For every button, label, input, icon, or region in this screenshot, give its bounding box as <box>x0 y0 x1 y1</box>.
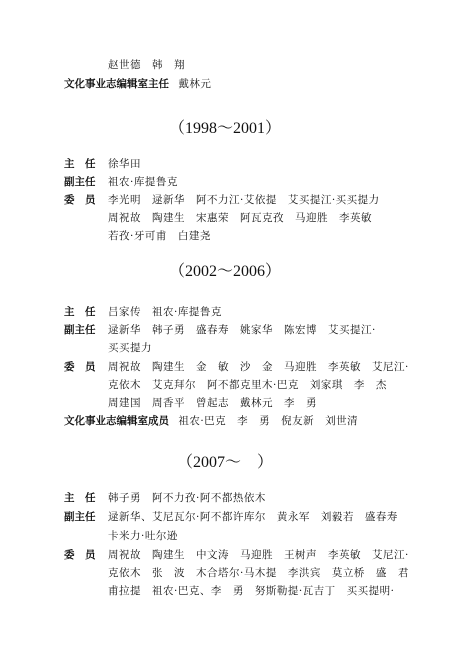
p2-row-2 <box>64 341 152 355</box>
office-head-label: 文化事业志编辑室主任 <box>64 78 169 90</box>
top-names-line: 赵世德 韩 翔 <box>108 59 185 71</box>
p1-row-2 <box>64 193 380 207</box>
role-names: 韩子勇 阿不力孜·阿不都热依木 <box>108 492 266 504</box>
members-names: 祖农·巴克 李 勇 倪友新 刘世清 <box>178 415 359 427</box>
role-names: 若孜·牙可甫 白建尧 <box>108 230 211 242</box>
role-names: 周建国 周香平 曾起志 戴林元 李 勇 <box>108 397 317 409</box>
role-label: 副主任 <box>64 511 96 523</box>
role-names: 买买提力 <box>108 342 152 354</box>
p1-row-1 <box>64 175 178 189</box>
p2-members-line <box>64 414 358 428</box>
p2-row-1 <box>64 323 376 337</box>
role-label: 主 任 <box>64 306 96 318</box>
role-names: 祖农·库提鲁克 <box>108 176 178 188</box>
period-title-1: （1998～2001） <box>168 120 281 137</box>
p1-row-0 <box>64 157 141 171</box>
role-names: 克依木 张 波 木合塔尔·马木提 李洪宾 莫立桥 盛 君 <box>108 567 409 579</box>
office-head-name: 戴林元 <box>178 78 212 90</box>
period-title-3: （2007～ ） <box>176 454 273 471</box>
role-label: 主 任 <box>64 492 96 504</box>
role-label: 主 任 <box>64 158 96 170</box>
role-names: 逯新华、艾尼瓦尔·阿不都许库尔 黄永军 刘毅若 盛春寿 <box>108 511 398 523</box>
p2-row-4 <box>64 378 387 392</box>
p3-row-1 <box>64 510 398 524</box>
p1-row-3 <box>64 211 372 225</box>
members-label: 文化事业志编辑室成员 <box>64 415 169 427</box>
role-label: 委 员 <box>64 549 96 561</box>
p2-row-0 <box>64 305 222 319</box>
p1-row-4 <box>64 229 211 243</box>
p3-row-4 <box>64 566 409 580</box>
p2-row-3 <box>64 360 409 374</box>
role-names: 克依木 艾克拜尔 阿不都克里木·巴克 刘家琪 李 杰 <box>108 379 387 391</box>
role-names: 卡米力·吐尔逊 <box>108 530 178 542</box>
role-label: 副主任 <box>64 176 96 188</box>
role-names: 甫拉提 祖农·巴克、李 勇 努斯勒提·瓦吉丁 买买提明· <box>108 585 395 597</box>
role-names: 徐华田 <box>108 158 141 170</box>
role-names: 李光明 逯新华 阿不力江·艾依提 艾买提江·买买提力 <box>108 194 380 206</box>
office-head-line <box>64 77 211 91</box>
p2-row-5 <box>64 396 317 410</box>
role-names: 周祝故 陶建生 宋惠荣 阿瓦克孜 马迎胜 李英敏 <box>108 212 372 224</box>
role-names: 周祝故 陶建生 金 敏 沙 金 马迎胜 李英敏 艾尼江· <box>108 361 409 373</box>
role-names: 逯新华 韩子勇 盛春寿 姚家华 陈宏博 艾买提江· <box>108 324 376 336</box>
period-title-2: （2002～2006） <box>168 263 281 280</box>
role-names: 周祝故 陶建生 中文涛 马迎胜 王树声 李英敏 艾尼江· <box>108 549 409 561</box>
p3-row-2 <box>64 529 178 543</box>
role-names: 吕家传 祖农·库提鲁克 <box>108 306 222 318</box>
role-label: 委 员 <box>64 194 96 206</box>
role-label: 委 员 <box>64 361 96 373</box>
p3-row-5 <box>64 584 395 598</box>
p3-row-3 <box>64 548 409 562</box>
role-label: 副主任 <box>64 324 96 336</box>
p3-row-0 <box>64 491 266 505</box>
